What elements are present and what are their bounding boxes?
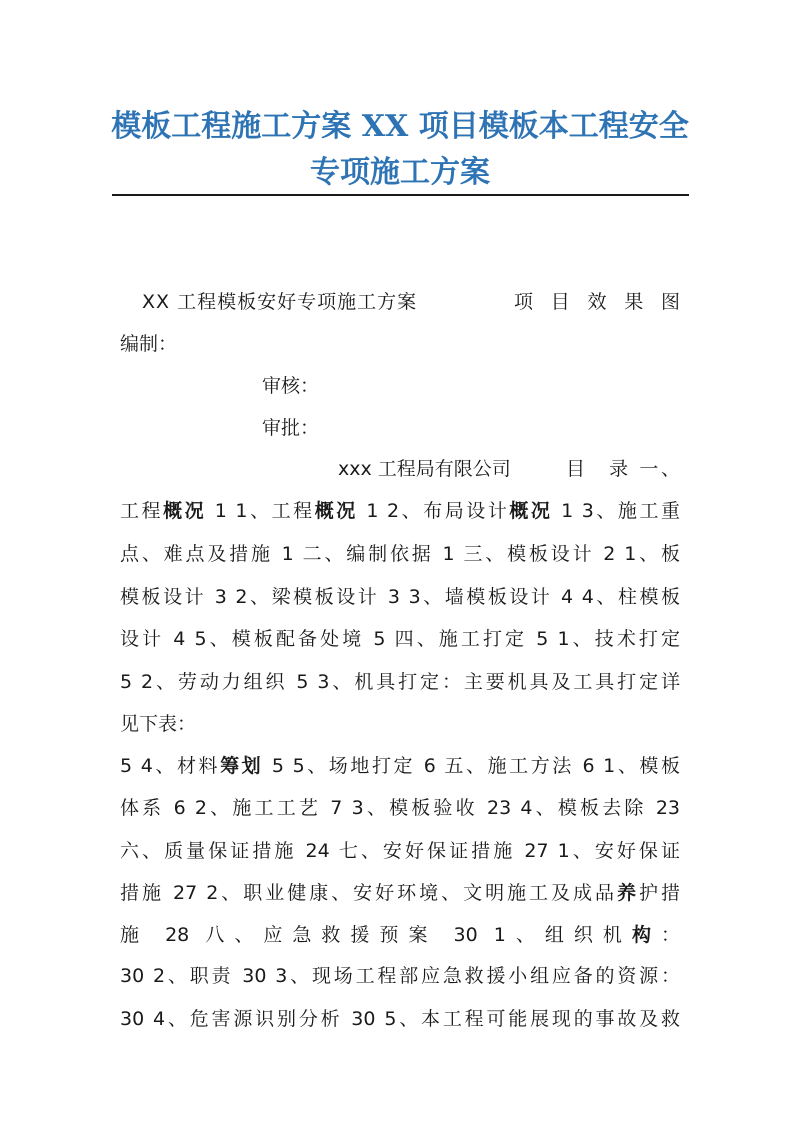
document-title [60,104,740,196]
toc-text: 六、质量保证措施 24 七、安好保证措施 27 1、安好保证 [120,840,680,862]
toc-text: 1 3、施工重 [552,500,680,522]
toc-line [120,833,680,869]
toc-text: 30 4、危害源识别分析 30 5、本工程可能展现的事故及救 [120,1008,680,1030]
toc-line [120,790,680,826]
toc-text: 1 2、布局设计 [357,500,510,522]
toc-text: 5 5、场地打定 6 五、施工方法 6 1、模板 [263,755,680,777]
toc-emphasis: 概况 [163,500,207,522]
company-name: xxx 工程局有限公司 [338,458,511,480]
toc-text: 模板设计 3 2、梁模板设计 3 3、墙模板设计 4 4、柱模板 [120,586,680,608]
toc-line [120,579,680,615]
title-line-1: 模板工程施工方案 XX 项目模板本工程安全 [111,109,689,144]
toc-emphasis: 构 [631,924,661,946]
toc-text: 体系 6 2、施工工艺 7 3、模板验收 23 4、模板去除 23 [120,797,680,819]
title-divider [112,194,689,196]
toc-text: 5 2、劳动力组织 5 3、机具打定：主要机具及工具打定详 [120,671,680,693]
toc-text: 见下表： [120,713,197,735]
toc-line [120,664,680,700]
toc-line [120,706,680,742]
toc-line [120,748,680,784]
toc-text: 30 2、职责 30 3、现场工程部应急救援小组应备的资源： [120,965,680,987]
toc-line [120,621,680,657]
toc-emphasis: 概况 [509,500,553,522]
toc-text: 设计 4 5、模板配备处境 5 四、施工打定 5 1、技术打定 [120,628,680,650]
toc-text: 措施 27 2、职业健康、安好环境、文明施工及成品 [120,882,617,904]
toc-text: ： [660,924,680,946]
toc-text: 护措 [639,882,680,904]
toc-line [120,917,680,953]
toc-line [120,958,680,994]
toc-line [120,536,680,572]
toc-emphasis: 养 [617,882,639,904]
plan-name: XX 工程模板安好专项施工方案 [142,291,418,313]
toc-text: 工程 [120,500,164,522]
toc-heading: 目 录 一、 [566,458,680,480]
title-line-2: 专项施工方案 [310,155,490,190]
toc-emphasis: 概况 [314,500,358,522]
toc-emphasis: 筹划 [220,755,264,777]
toc-text: 点、难点及措施 1 二、编制依据 1 三、模板设计 2 1、板 [120,543,680,565]
effect-image-label: 项 目 效 果 图 [514,291,680,313]
toc-text: 施 28 八、应急救援预案 30 1、组织机 [120,924,632,946]
toc-line [120,493,680,529]
toc-line [120,875,680,911]
reviewer-label: 审核： [262,375,320,397]
approver-label: 审批： [262,417,320,439]
compiler-label: 编制： [120,333,178,355]
toc-text: 1 1、工程 [206,500,315,522]
toc-text: 5 4、材料 [120,755,221,777]
toc-line [120,1001,680,1037]
